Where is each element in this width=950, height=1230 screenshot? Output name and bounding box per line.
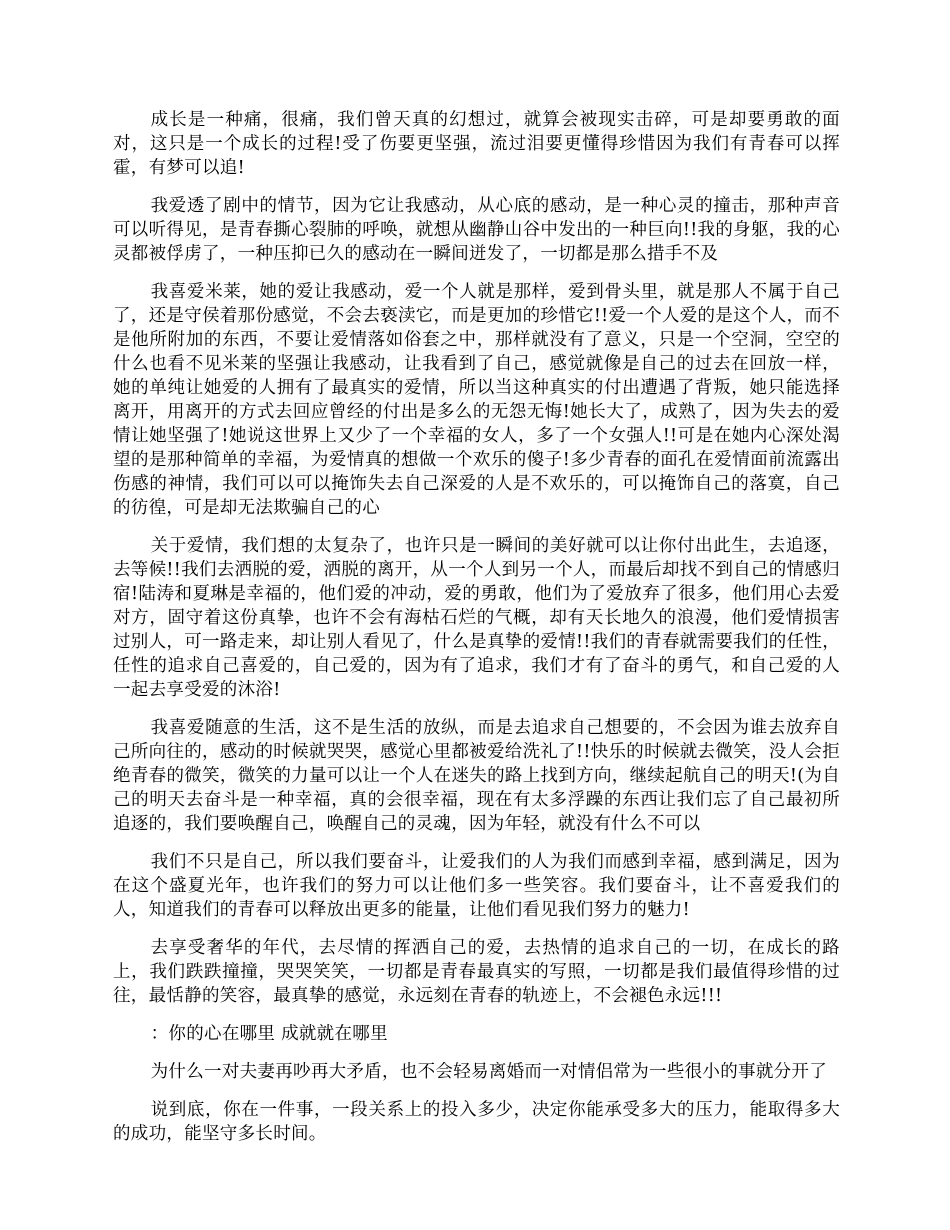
section-heading: ：你的心在哪里 成就就在哪里	[150, 1024, 388, 1044]
document-body	[113, 108, 840, 1160]
paragraph: 我爱透了剧中的情节，因为它让我感动，从心底的感动，是一种心灵的撞击，那种声音可以听得见，是青春撕心裂肺的呼唤，就想从幽静山谷中发出的一种巨向!!我的身躯，我的心灵都被俘虏了，一种压抑已久的感动在一瞬间迸发了，一切都是那么措手不及	[113, 196, 840, 264]
paragraph: 我喜爱米莱，她的爱让我感动，爱一个人就是那样，爱到骨头里，就是那人不属于自己了，还是守侯着那份感觉，不会去亵渎它，而是更加的珍惜它!!爱一个人爱的是这个人，而不是他所附加的东西，不要让爱情落如俗套之中，那样就没有了意义，只是一个空洞，空空的什么也看不见米莱的坚强让我感动，让我看到了自己，感觉就像是自己的过去在回放一样，她的单纯让她爱的人拥有了最真实的爱情，所以当这种真实的付出遭遇了背叛，她只能选择离开，用离开的方式去回应曾经的付出是多么的无怨无悔!她长大了，成熟了，因为失去的爱情让她坚强了!她说这世界上又少了一个幸福的女人，多了一个女强人!!可是在她内心深处渴望的是那种简单的幸福，为爱情真的想做一个欢乐的傻子!多少青春的面孔在爱情面前流露出伤感的神情，我们可以可以掩饰失去自己深爱的人是不欢乐的，可以掩饰自己的落寞，自己的彷徨，可是却无法欺骗自己的心	[113, 282, 840, 518]
paragraph: 说到底，你在一件事，一段关系上的投入多少，决定你能承受多大的压力，能取得多大的成功，能坚守多长时间。	[113, 1100, 840, 1144]
paragraph: 为什么一对夫妻再吵再大矛盾，也不会轻易离婚而一对情侣常为一些很小的事就分开了	[150, 1062, 828, 1082]
paragraph: 我们不只是自己，所以我们要奋斗，让爱我们的人为我们而感到幸福，感到满足，因为在这个盛夏光年，也许我们的努力可以让他们多一些笑容。我们要奋斗，让不喜爱我们的人，知道我们的青春可以释放出更多的能量，让他们看见我们努力的魅力!	[113, 852, 840, 920]
paragraph: 我喜爱随意的生活，这不是生活的放纵，而是去追求自己想要的，不会因为谁去放弃自己所向往的，感动的时候就哭哭，感觉心里都被爱给洗礼了!!快乐的时候就去微笑，没人会拒绝青春的微笑，微笑的力量可以让一个人在迷失的路上找到方向，继续起航自己的明天!(为自己的明天去奋斗是一种幸福，真的会很幸福，现在有太多浮躁的东西让我们忘了自己最初所追逐的，我们要唤醒自己，唤醒自己的灵魂，因为年轻，就没有什么不可以	[113, 718, 840, 834]
paragraph: 成长是一种痛，很痛，我们曾天真的幻想过，就算会被现实击碎，可是却要勇敢的面对，这只是一个成长的过程!受了伤要更坚强，流过泪要更懂得珍惜因为我们有青春可以挥霍，有梦可以追!	[113, 110, 840, 178]
paragraph: 去享受奢华的年代，去尽情的挥洒自己的爱，去热情的追求自己的一切，在成长的路上，我们跌跌撞撞，哭哭笑笑，一切都是青春最真实的写照，一切都是我们最值得珍惜的过往，最恬静的笑容，最真挚的感觉，永远刻在青春的轨迹上，不会褪色永远!!!	[113, 938, 840, 1006]
paragraph: 关于爱情，我们想的太复杂了，也许只是一瞬间的美好就可以让你付出此生，去追逐，去等候!!我们去洒脱的爱，洒脱的离开，从一个人到另一个人，而最后却找不到自己的情感归宿!陆涛和夏琳是幸福的，他们爱的冲动，爱的勇敢，他们为了爱放弃了很多，他们用心去爱对方，固守着这份真挚，也许不会有海枯石烂的气概，却有天长地久的浪漫，他们爱情损害过别人，可一路走来，却让别人看见了，什么是真挚的爱情!!我们的青春就需要我们的任性，任性的追求自己喜爱的，自己爱的，因为有了追求，我们才有了奋斗的勇气，和自己爱的人一起去享受爱的沐浴!	[113, 536, 840, 700]
